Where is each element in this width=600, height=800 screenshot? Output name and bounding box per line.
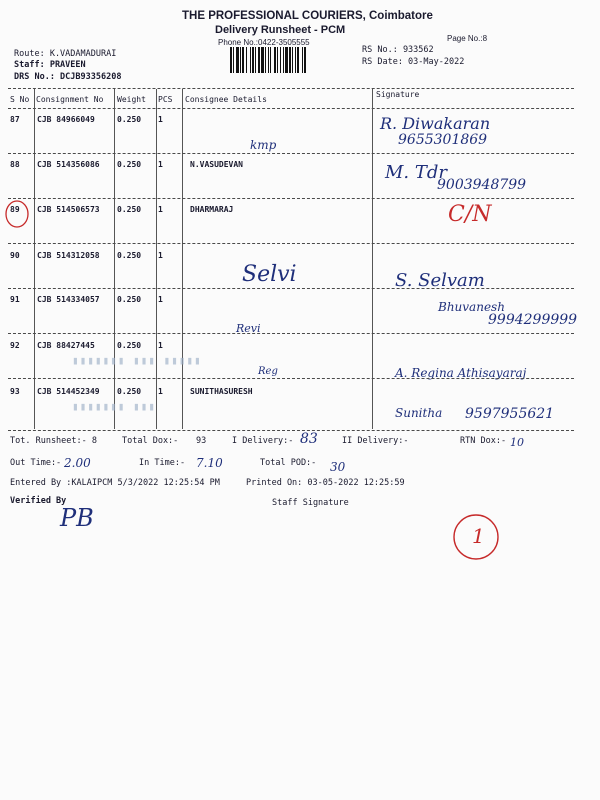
staff-signature-label: Staff Signature [272, 498, 349, 508]
circled-number: 1 [472, 524, 485, 548]
rtn-dox-label: RTN Dox:- [460, 436, 507, 446]
col-header-signature: Signature [376, 90, 420, 99]
circle-mark [3, 199, 31, 229]
doc-title: Delivery Runsheet - PCM [215, 24, 346, 36]
handwritten-details: kmp [250, 138, 277, 152]
col-header-consignee: Consignee Details [185, 95, 267, 104]
row-pcs: 1 [158, 251, 163, 260]
printed-on: Printed On: 03-05-2022 12:25:59 [246, 478, 405, 488]
i-delivery-label: I Delivery:- [232, 436, 294, 446]
stamp-mark: ▮▮▮▮▮▮▮ ▮▮▮ [72, 400, 156, 413]
row-pcs: 1 [158, 387, 163, 396]
row-consignment: CJB 514356086 [37, 160, 100, 169]
handwritten-signature: S. Selvam [395, 270, 485, 291]
row-consignment: CJB 514312058 [37, 251, 100, 260]
table-top-rule [8, 88, 574, 89]
row-weight: 0.250 [117, 295, 142, 304]
verified-signature: PB [60, 504, 94, 532]
table-header-rule [8, 108, 574, 109]
row-consignment: CJB 84966049 [37, 115, 95, 124]
route-label: Route: K.VADAMADURAI [14, 49, 117, 59]
row-sno: 90 [10, 251, 20, 260]
i-delivery-value: 83 [300, 431, 318, 447]
col-header-weight: Weight [117, 95, 146, 104]
row-sno: 88 [10, 160, 20, 169]
handwritten-signature: C/N [448, 202, 492, 227]
row-weight: 0.250 [117, 115, 142, 124]
total-dox-value: 93 [196, 436, 207, 446]
row-weight: 0.250 [117, 387, 142, 396]
row-weight: 0.250 [117, 251, 142, 260]
handwritten-phone: 9994299999 [488, 312, 578, 328]
page-number: Page No.:8 [447, 34, 488, 43]
out-time-label: Out Time:- [10, 458, 62, 468]
row-consignment: CJB 514506573 [37, 205, 100, 214]
handwritten-details: Selvi [242, 262, 297, 287]
col-header-sno: S No [10, 95, 30, 104]
rs-number: RS No.: 933562 [362, 45, 434, 55]
entered-by: Entered By :KALAIPCM 5/3/2022 12:25:54 PM [10, 478, 220, 488]
out-time-value: 2.00 [64, 456, 91, 470]
handwritten-signature: R. Diwakaran [380, 114, 491, 133]
total-dox-label: Total Dox:- [122, 436, 179, 446]
row-consignee: SUNITHASURESH [190, 387, 253, 396]
row-consignee: N.VASUDEVAN [190, 160, 243, 169]
handwritten-details: Reg [258, 366, 278, 377]
col-header-pcs: PCS [158, 95, 173, 104]
row-divider [8, 333, 574, 334]
ii-delivery-label: II Delivery:- [342, 436, 409, 446]
row-pcs: 1 [158, 341, 163, 350]
handwritten-phone: 9655301869 [398, 132, 488, 148]
handwritten-signature: M. Tdr [385, 162, 448, 183]
row-divider [8, 288, 574, 289]
staff-label: Staff: PRAVEEN [14, 60, 86, 70]
row-sno: 89 [10, 205, 20, 214]
verified-by-label: Verified By [10, 496, 67, 506]
handwritten-signature: Bhuvanesh [438, 300, 505, 314]
totals-rule [8, 430, 574, 431]
row-sno: 91 [10, 295, 20, 304]
total-pod-value: 30 [330, 460, 346, 474]
row-weight: 0.250 [117, 341, 142, 350]
total-pod-label: Total POD:- [260, 458, 317, 468]
handwritten-details: Revi [236, 322, 261, 335]
rs-date: RS Date: 03-May-2022 [362, 57, 465, 67]
in-time-value: 7.10 [196, 456, 223, 470]
row-sno: 93 [10, 387, 20, 396]
row-consignee: DHARMARAJ [190, 205, 234, 214]
barcode [230, 47, 352, 73]
row-divider [8, 198, 574, 199]
total-runsheet: Tot. Runsheet:- 8 [10, 436, 97, 446]
in-time-label: In Time:- [139, 458, 186, 468]
row-weight: 0.250 [117, 205, 142, 214]
col-header-consignment: Consignment No [36, 95, 104, 104]
handwritten-signature: A. Regina Athisayaraj [395, 366, 527, 380]
rtn-dox-value: 10 [510, 436, 524, 449]
row-consignment: CJB 514452349 [37, 387, 100, 396]
row-pcs: 1 [158, 205, 163, 214]
handwritten-phone: 9003948799 [437, 177, 527, 193]
phone-number: Phone No.:0422-3505555 [218, 38, 310, 47]
drs-number: DRS No.: DCJB93356208 [14, 72, 122, 82]
handwritten-phone: 9597955621 [465, 406, 555, 422]
stamp-mark: ▮▮▮▮▮▮▮ ▮▮▮ ▮▮▮▮▮ [72, 354, 202, 367]
row-sno: 87 [10, 115, 20, 124]
row-divider [8, 153, 574, 154]
row-sno: 92 [10, 341, 20, 350]
row-weight: 0.250 [117, 160, 142, 169]
row-pcs: 1 [158, 115, 163, 124]
row-consignment: CJB 88427445 [37, 341, 95, 350]
handwritten-signature: Sunitha [395, 406, 443, 420]
row-pcs: 1 [158, 295, 163, 304]
row-divider [8, 378, 574, 379]
company-name: THE PROFESSIONAL COURIERS, Coimbatore [182, 10, 433, 22]
row-consignment: CJB 514334057 [37, 295, 100, 304]
row-pcs: 1 [158, 160, 163, 169]
row-divider [8, 243, 574, 244]
